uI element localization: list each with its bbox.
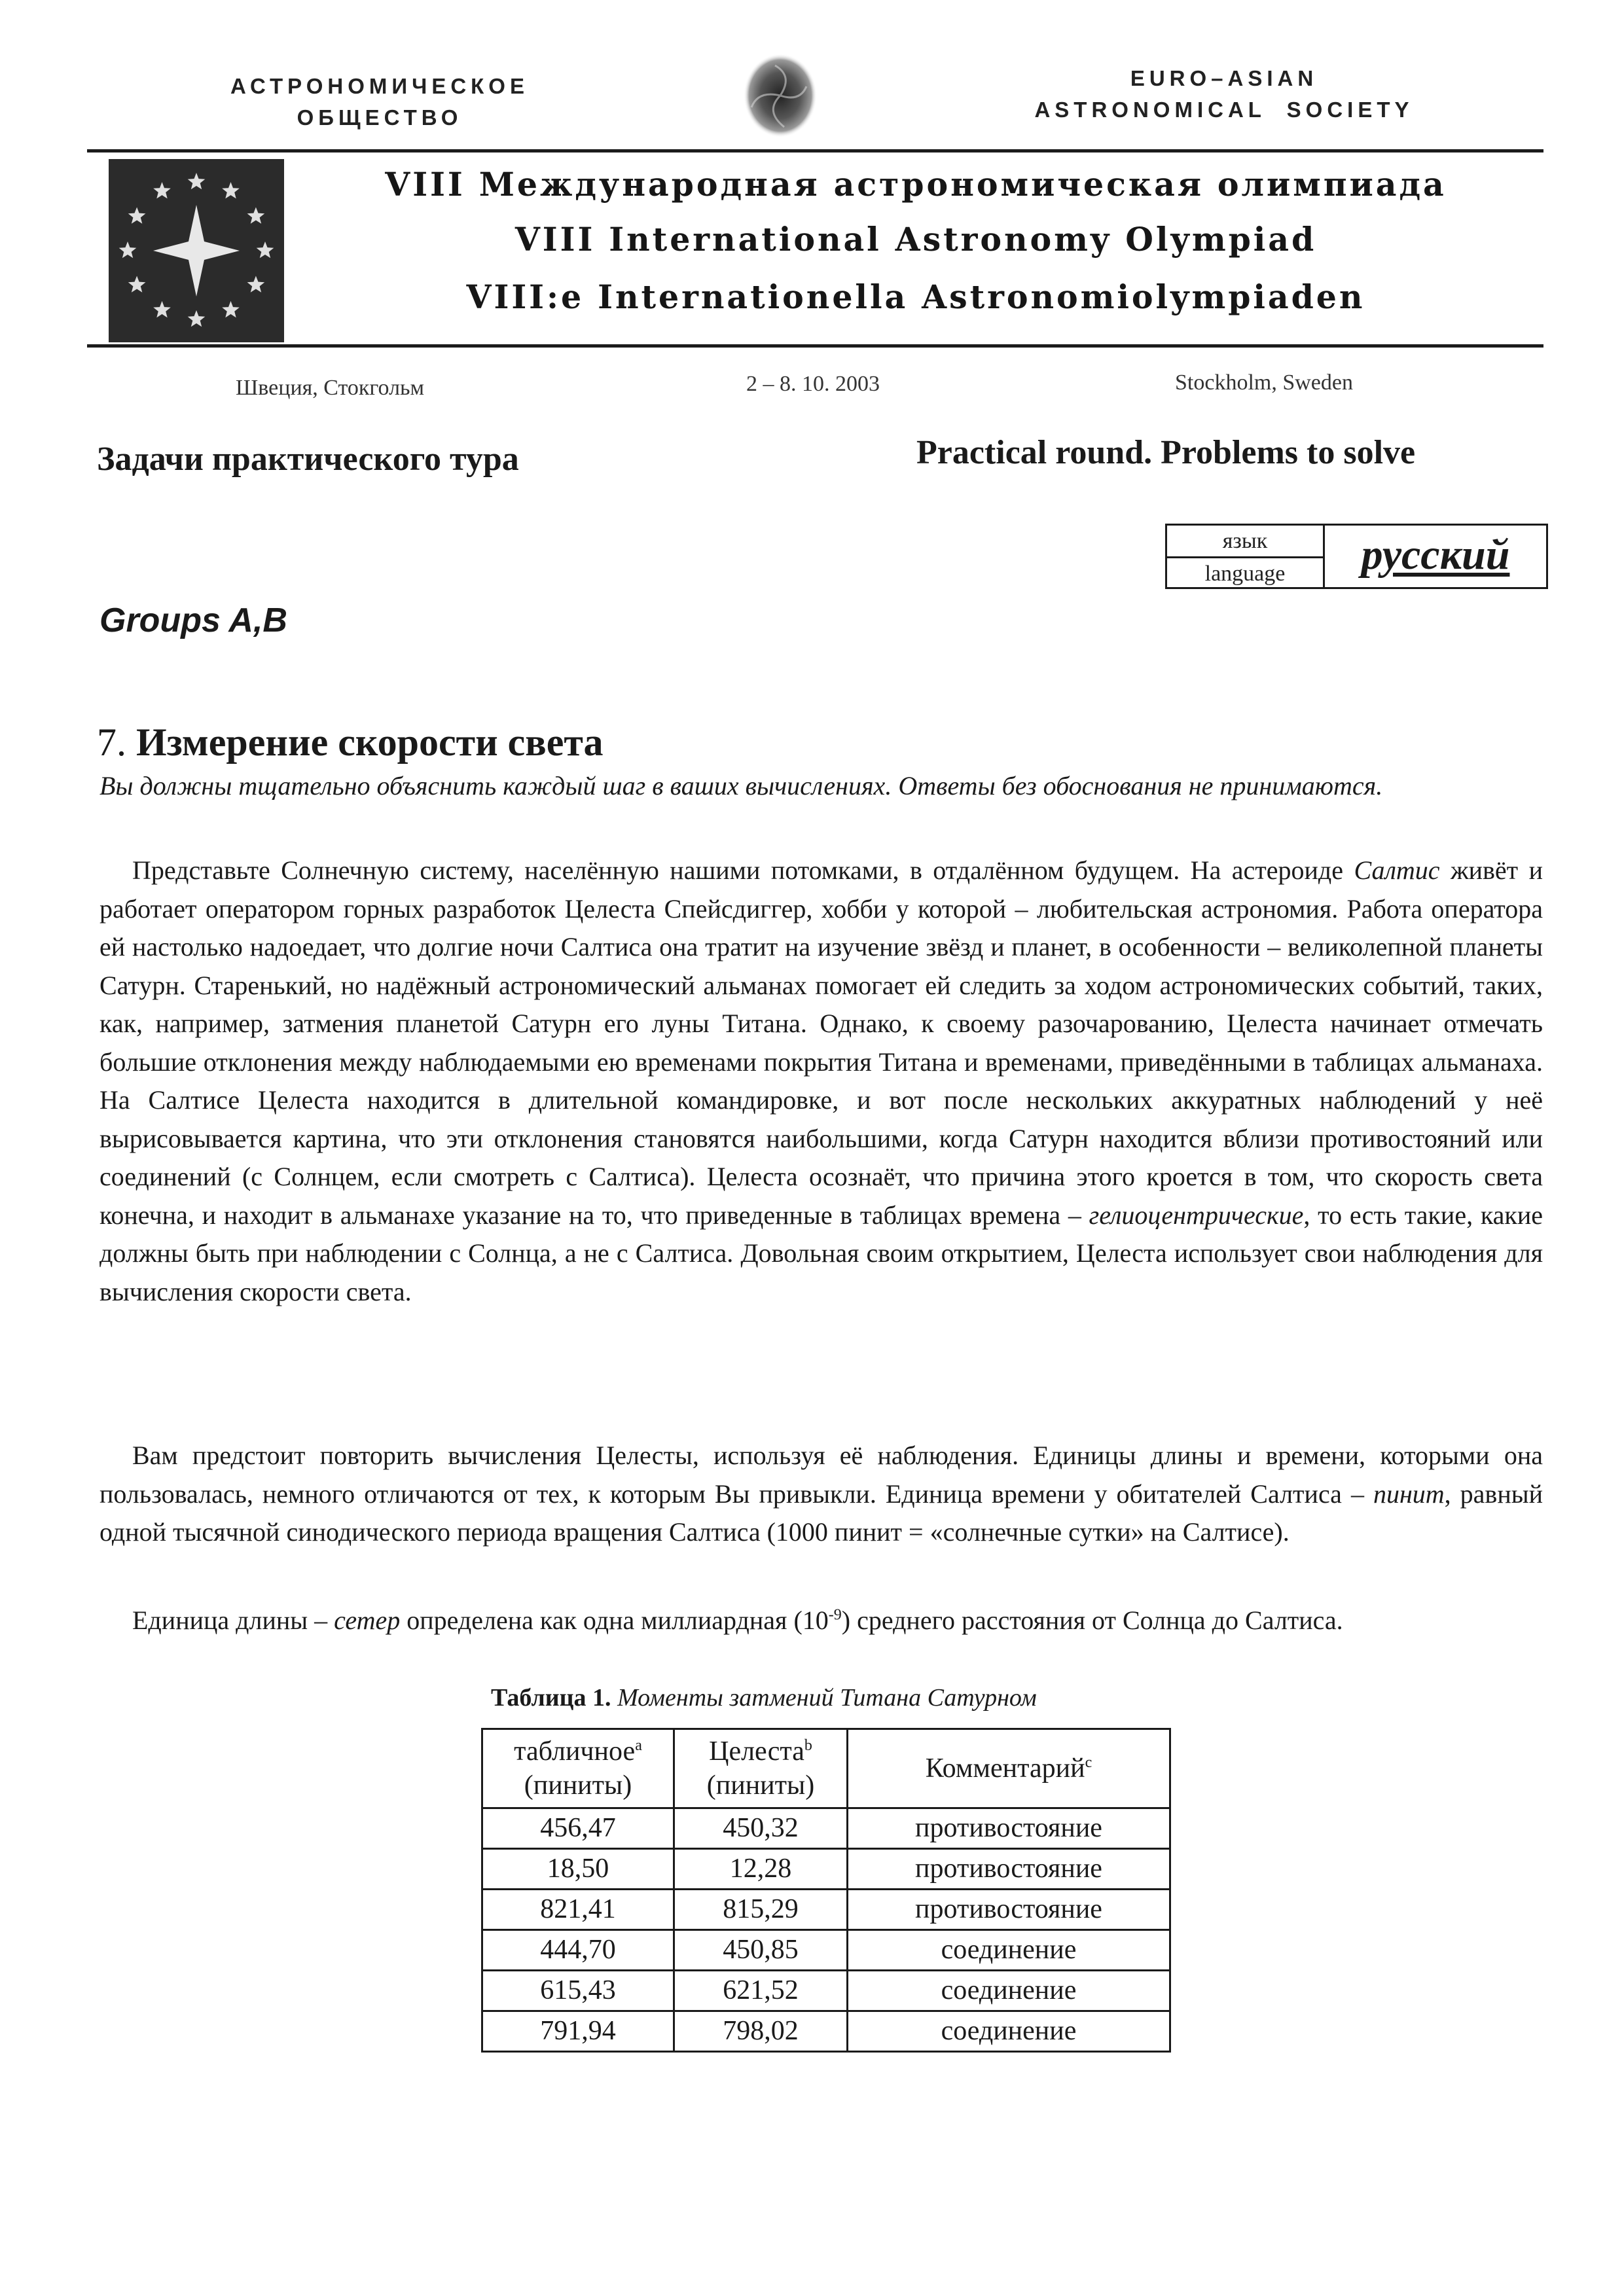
small-star-icon xyxy=(153,182,171,198)
galaxy-icon xyxy=(738,47,825,144)
cell-celesta-time: 450,32 xyxy=(674,1808,848,1849)
round-title-ru: Задачи практического тура xyxy=(97,440,519,478)
olympiad-title-en: VIII International Astronomy Olympiad xyxy=(514,220,1317,259)
cell-celesta-time: 12,28 xyxy=(674,1849,848,1890)
round-title-en: Practical round. Problems to solve xyxy=(916,434,1416,471)
cell-celesta-time: 815,29 xyxy=(674,1890,848,1930)
paragraph-text: , равный одной тысячной синодического периода вращения Салтиса (1000 пинит = «солнечные сутки» на Салтисе). xyxy=(99,1479,1543,1547)
table-caption-text: Моменты затмений Титана Сатурном xyxy=(617,1684,1037,1712)
problem-title-text: Измерение скорости света xyxy=(136,721,604,764)
small-star-icon xyxy=(222,182,240,198)
footnote-mark: b xyxy=(804,1737,812,1754)
cell-comment: соединение xyxy=(848,2011,1170,2052)
society-name-en xyxy=(1001,63,1447,126)
problem-title xyxy=(97,720,604,765)
location-ru: Швеция, Стокгольм xyxy=(236,376,425,400)
cell-comment: соединение xyxy=(848,1930,1170,1971)
asteroid-name: Салтис xyxy=(1354,855,1440,885)
header-label: Целеста xyxy=(709,1736,804,1767)
language-label-en: language xyxy=(1204,562,1286,586)
language-value: русский xyxy=(1361,531,1510,579)
small-star-icon xyxy=(257,242,274,258)
header-label: табличное xyxy=(514,1736,636,1767)
term-seter: сетер xyxy=(334,1605,401,1635)
banner-bottom-rule xyxy=(87,344,1543,348)
small-star-icon xyxy=(128,207,146,224)
table-row xyxy=(482,2011,1170,2052)
table-header-row xyxy=(482,1729,1170,1808)
paragraph-time-unit xyxy=(99,1437,1543,1552)
paragraph-story xyxy=(99,852,1543,1311)
society-name-ru xyxy=(196,71,563,134)
small-star-icon xyxy=(188,310,206,327)
cell-tabular-time: 456,47 xyxy=(482,1808,674,1849)
small-star-icon xyxy=(119,242,137,258)
footnote-mark: a xyxy=(635,1737,642,1754)
table-caption-label: Таблица 1. xyxy=(491,1684,611,1712)
problem-instructions: Вы должны тщательно объяснить каждый шаг в ваших вычислениях. Ответы без обоснования не принимаются. xyxy=(99,771,1383,800)
paragraph-text: ) среднего расстояния от Солнца до Салтиса. xyxy=(841,1605,1343,1635)
table-caption xyxy=(491,1683,1037,1712)
society-name-en-line2: ASTRONOMICAL SOCIETY xyxy=(1034,98,1414,122)
paragraph-length-unit xyxy=(99,1602,1543,1640)
header-label: Комментарий xyxy=(925,1753,1085,1784)
table-row xyxy=(482,1890,1170,1930)
paragraph-text: Единица длины – xyxy=(132,1605,334,1635)
language-label-ru: язык xyxy=(1167,526,1323,558)
cell-tabular-time: 821,41 xyxy=(482,1890,674,1930)
table-row xyxy=(482,1849,1170,1890)
cell-comment: противостояние xyxy=(848,1890,1170,1930)
cell-celesta-time: 798,02 xyxy=(674,2011,848,2052)
cell-tabular-time: 615,43 xyxy=(482,1971,674,2011)
location-en: Stockholm, Sweden xyxy=(1175,370,1353,395)
society-name-en-line1: EURO–ASIAN xyxy=(1130,66,1318,90)
term-heliocentric: гелиоцентрические xyxy=(1089,1200,1304,1230)
paragraph-text: Вам предстоит повторить вычисления Целесты, используя её наблюдения. Единицы длины и времени, которыми она пользовалась, немного отличаются от тех, к которым Вы привыкли. Единица времени у обитателей Салтиса – xyxy=(99,1441,1543,1509)
cell-comment: противостояние xyxy=(848,1849,1170,1890)
cell-celesta-time: 621,52 xyxy=(674,1971,848,2011)
small-star-icon xyxy=(153,301,171,317)
cell-tabular-time: 444,70 xyxy=(482,1930,674,1971)
paragraph-text: Представьте Солнечную систему, населённую нашими потомками, в отдалённом будущем. На астероиде xyxy=(132,855,1354,885)
table-row xyxy=(482,1971,1170,2011)
event-dates: 2 – 8. 10. 2003 xyxy=(746,372,880,396)
banner-top-rule xyxy=(87,149,1543,152)
small-star-icon xyxy=(247,276,265,293)
cell-tabular-time: 791,94 xyxy=(482,2011,674,2052)
paragraph-text: , то есть такие, какие должны быть при наблюдении с Солнца, а не с Салтиса. Довольная своим открытием, Целеста использует свои наблюдения для вычисления скорости света. xyxy=(99,1200,1543,1306)
problem-number: 7. xyxy=(97,721,126,764)
star-circle-emblem-icon xyxy=(109,159,284,342)
small-star-icon xyxy=(222,301,240,317)
small-star-icon xyxy=(247,207,265,224)
column-header-comment xyxy=(848,1729,1170,1808)
small-star-icon xyxy=(128,276,146,293)
groups-label: Groups A,B xyxy=(99,601,287,639)
term-pinit: пинит xyxy=(1373,1479,1445,1509)
olympiad-title-ru: VIII Международная астрономическая олимпиада xyxy=(385,165,1447,204)
exponent: -9 xyxy=(828,1606,842,1624)
table-row xyxy=(482,1808,1170,1849)
society-name-ru-line1: АСТРОНОМИЧЕСКОЕ xyxy=(230,74,529,98)
header-unit: (пиниты) xyxy=(524,1770,632,1801)
cell-comment: соединение xyxy=(848,1971,1170,2011)
language-box xyxy=(1165,524,1548,589)
header-unit: (пиниты) xyxy=(706,1770,815,1801)
paragraph-text: определена как одна миллиардная (10 xyxy=(400,1605,829,1635)
cell-celesta-time: 450,85 xyxy=(674,1930,848,1971)
olympiad-title-sv: VIII:e Internationella Astronomiolympiaden xyxy=(466,278,1365,316)
language-labels xyxy=(1167,526,1325,587)
eclipse-times-table xyxy=(481,1728,1171,2053)
cell-comment: противостояние xyxy=(848,1808,1170,1849)
paragraph-text: живёт и работает оператором горных разработок Целеста Спейсдиггер, хобби у которой – любительская астрономия. Работа оператора ей настолько надоедает, что долгие ночи Салтиса она тратит на изучение звёзд и планет, в особенности – великолепной планеты Сатурн. Старенький, но надёжный астрономический альманах помогает ей следить за ходом астрономических событий, таких, как, например, затмения планетой Сатурн его луны Титана. Однако, к своему разочарованию, Целеста начинает отмечать большие отклонения между наблюдаемыми ею временами покрытия Титана и временами, приведёнными в таблицах альманаха. На Салтисе Целеста находится в длительной командировке, и вот после нескольких аккуратных наблюдений у неё вырисовывается картина, что эти отклонения становятся наибольшими, когда Сатурн находится вблизи противостояний или соединений (с Солнцем, если смотреть с Салтиса). Целеста осознаёт, что причина этого кроется в том, что скорость света конечна, и находит в альманахе указание на то, что приведенные в таблицах времена – xyxy=(99,855,1543,1230)
small-star-icon xyxy=(188,173,206,189)
column-header-celesta xyxy=(674,1729,848,1808)
table-row xyxy=(482,1930,1170,1971)
footnote-mark: c xyxy=(1085,1754,1092,1771)
column-header-tabular xyxy=(482,1729,674,1808)
cell-tabular-time: 18,50 xyxy=(482,1849,674,1890)
society-name-ru-line2: ОБЩЕСТВО xyxy=(297,105,463,130)
